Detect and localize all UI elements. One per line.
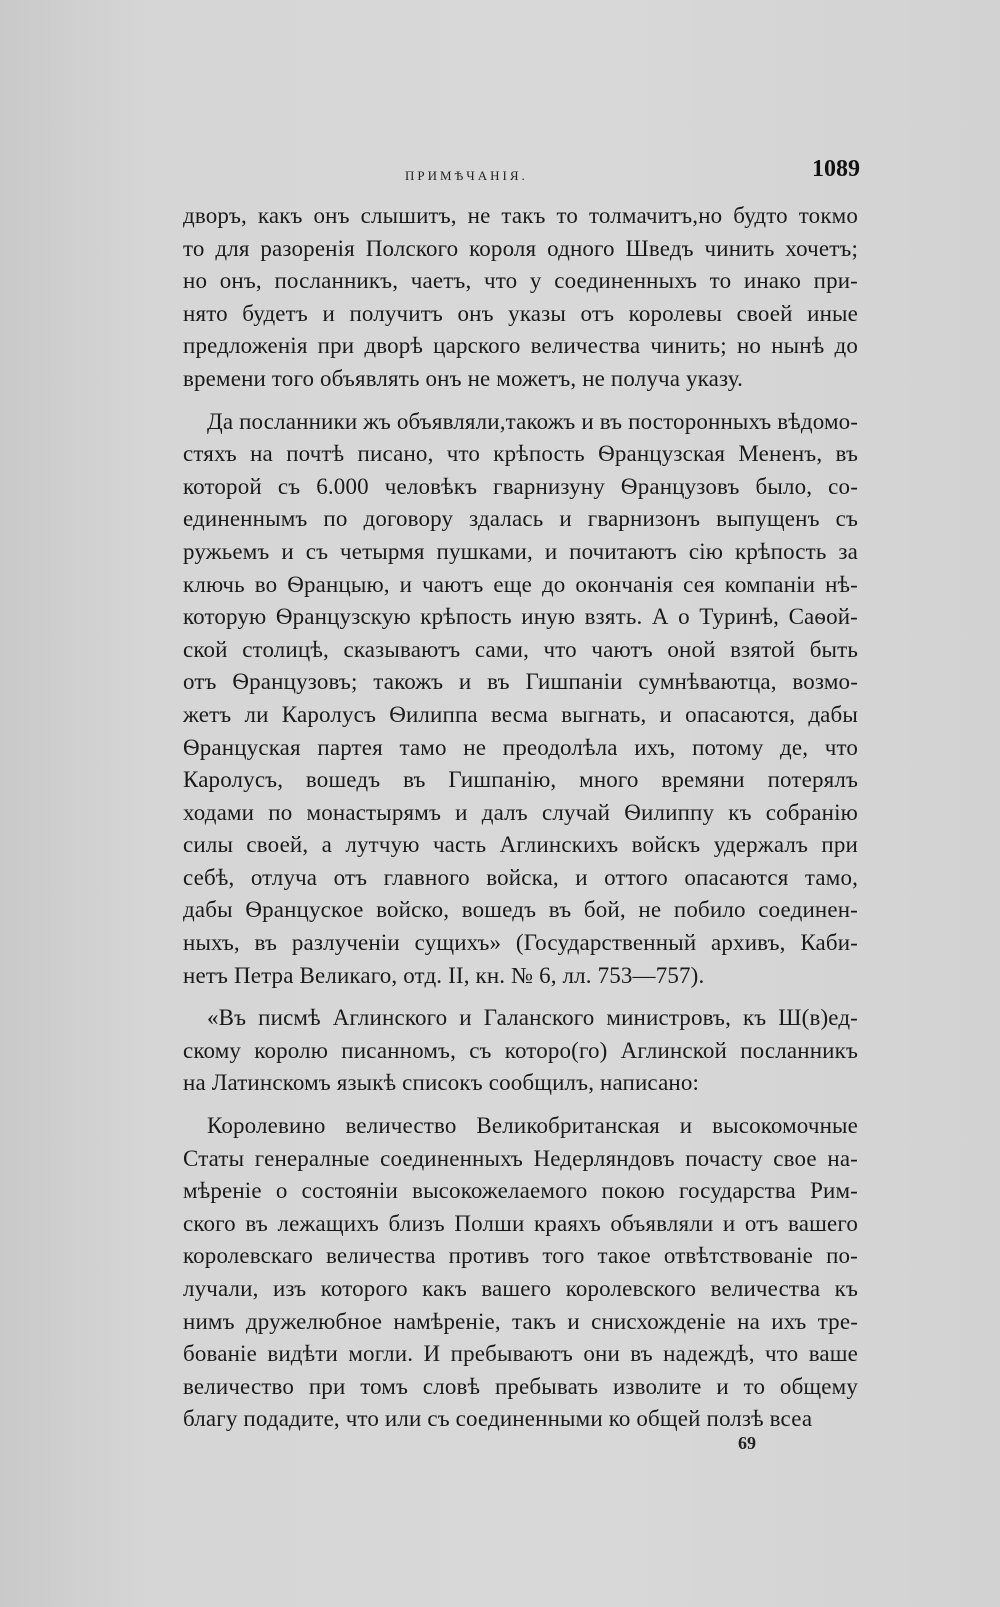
body-text: [183, 200, 858, 1436]
text-line: то для разоренія Полского короля одного Шведъ чинить хочетъ;: [183, 235, 858, 261]
text-line: Ѳранцуская партея тамо не преодолѣла ихъ, потому де, что: [183, 734, 858, 760]
text-line: стяхъ на почтѣ писано, что крѣпость Ѳранцузская Мененъ, въ: [183, 441, 858, 467]
text-line: силы своей, а лутчую часть Аглинскихъ войскъ удержалъ при: [183, 832, 858, 858]
text-line: нимъ дружелюбное намѣреніе, такъ и снисхожденіе на ихъ тре-: [183, 1308, 858, 1334]
text-line: дворъ, какъ онъ слышитъ, не такъ то толмачитъ,но будто токмо: [183, 203, 858, 228]
text-line: мѣреніе о состояніи высокожелаемого покою государства Рим-: [183, 1178, 858, 1204]
text-line: но онъ, посланникъ, чаетъ, что у соединенныхъ то инако при-: [183, 268, 858, 294]
text-line: на Латинскомъ языкѣ списокъ сообщилъ, написано:: [183, 1070, 700, 1096]
text-line: отъ Ѳранцузовъ; такожъ и въ Гишпаніи сумнѣваютца, возмо-: [183, 669, 858, 695]
text-line: единеннымъ по договору здалась и гварнизонъ выпущенъ съ: [183, 506, 858, 532]
text-line: ской столицѣ, сказываютъ сами, что чаютъ оной взятой быть: [183, 636, 858, 662]
text-line: ружьемъ и съ четырмя пушками, и почитаютъ сію крѣпость за: [183, 538, 858, 564]
page-number: 1089: [812, 156, 860, 182]
signature-mark: 69: [738, 1433, 756, 1453]
paragraph-gap: [183, 1100, 858, 1110]
text-line: времени того объявлять онъ не можетъ, не получа указу.: [183, 365, 743, 391]
text-line: жетъ ли Каролусъ Ѳилиппа весма выгнать, и опасаются, дабы: [183, 701, 858, 727]
paragraph-gap: [183, 992, 858, 1002]
text-line: предложенія при дворѣ царского величества чинить; но нынѣ до: [183, 333, 858, 359]
text-line: ходами по монастырямъ и далъ случай Ѳилиппу къ собранію: [183, 799, 858, 825]
text-line: скому королю писанномъ, съ которо(го) Аглинской посланникъ: [183, 1037, 858, 1063]
text-line: королевскаго величества противъ того такое отвѣтствованіе по-: [183, 1243, 858, 1269]
text-line: ского въ лежащихъ близъ Полши краяхъ объявляли и отъ вашего: [183, 1210, 858, 1236]
text-line: Статы генералные соединенныхъ Недерляндовъ почасту свое на-: [183, 1145, 858, 1171]
text-line: ключь во Ѳранцыю, и чаютъ еще до окончанія сея компаніи нѣ-: [183, 571, 858, 597]
paragraph: [183, 1110, 858, 1436]
text-line: лучали, изъ которого какъ вашего королевского величества къ: [183, 1276, 858, 1301]
text-line: дабы Ѳранцуское войско, вошедъ въ бой, не побило соединен-: [183, 897, 858, 923]
paragraph: [183, 1002, 858, 1100]
text-line: бованіе видѣти могли. И пребываютъ они въ надеждѣ, что ваше: [183, 1341, 858, 1367]
text-line: «Въ писмѣ Аглинского и Галанского министровъ, къ Ш(в)ед-: [207, 1005, 858, 1031]
text-line: Каролусъ, вошедъ въ Гишпанію, много времяни потерялъ: [183, 767, 858, 793]
text-line: величество при томъ словѣ пребывать изволите и то общему: [183, 1373, 858, 1399]
text-line: себѣ, отлуча отъ главного войска, и оттого опасаются тамо,: [183, 864, 858, 890]
text-line: Да посланники жъ объявляли,такожъ и въ посторонныхъ вѣдомо-: [207, 408, 859, 434]
text-line: нетъ Петра Великаго, отд. II, кн. № 6, лл. 753—757).: [183, 962, 705, 988]
running-title: ПРИМѢЧАНІЯ.: [405, 168, 528, 183]
paragraph: [183, 200, 858, 396]
page-header: [185, 150, 860, 190]
text-line: которую Ѳранцузскую крѣпость иную взять. А о Туринѣ, Саѳой-: [183, 604, 858, 630]
paragraph: [183, 406, 858, 993]
text-line: которой съ 6.000 человѣкъ гварнизуну Ѳранцузовъ было, со-: [183, 473, 858, 499]
text-line: Королевино величество Великобританская и высокомочные: [207, 1113, 858, 1139]
text-line: благу подадите, что или съ соединенными ко общей ползѣ всеа: [183, 1406, 813, 1432]
text-line: нято будетъ и получитъ онъ указы отъ королевы своей иные: [183, 300, 858, 326]
text-line: ныхъ, въ разлученіи сущихъ» (Государственный архивъ, Каби-: [183, 930, 858, 956]
paragraph-gap: [183, 396, 858, 406]
